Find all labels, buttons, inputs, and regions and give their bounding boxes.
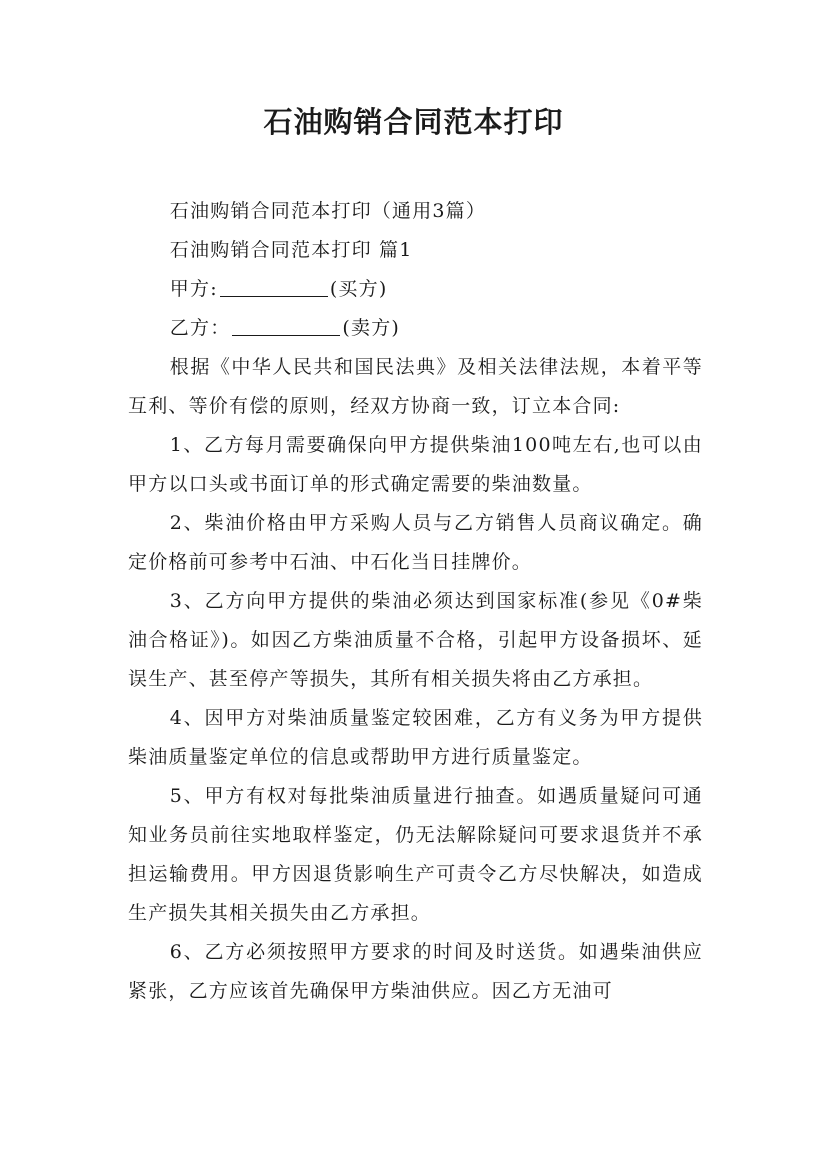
party-b-role: (卖方)	[342, 317, 401, 339]
party-b-line	[128, 309, 703, 348]
clause-1: 1、乙方每月需要确保向甲方提供柴油100吨左右,也可以由甲方以口头或书面订单的形式确定需要的柴油数量。	[128, 434, 703, 495]
document-subtitle: 石油购销合同范本打印（通用3篇）	[169, 200, 487, 222]
party-a-blank	[220, 274, 328, 297]
clause-6: 6、乙方必须按照甲方要求的时间及时送货。如遇柴油供应紧张，乙方应该首先确保甲方柴油供应。因乙方无油可	[128, 941, 703, 1002]
clause-2: 2、柴油价格由甲方采购人员与乙方销售人员商议确定。确定价格前可参考中石油、中石化当日挂牌价。	[128, 512, 703, 573]
section-heading: 石油购销合同范本打印 篇1	[169, 239, 413, 261]
party-a-line	[128, 270, 703, 309]
clause-5: 5、甲方有权对每批柴油质量进行抽查。如遇质量疑问可通知业务员前往实地取样鉴定，仍无法解除疑问可要求退货并不承担运输费用。甲方因退货影响生产可责令乙方尽快解决，如造成生产损失其相关损失由乙方承担。	[128, 785, 703, 924]
clause-3: 3、乙方向甲方提供的柴油必须达到国家标准(参见《0#柴油合格证》)。如因乙方柴油质量不合格，引起甲方设备损坏、延误生产、甚至停产等损失，其所有相关损失将由乙方承担。	[128, 590, 703, 690]
party-a-role: (买方)	[329, 278, 388, 300]
intro-paragraph: 根据《中华人民共和国民法典》及相关法律法规，本着平等互利、等价有偿的原则，经双方协商一致，订立本合同:	[128, 356, 703, 417]
party-b-label: 乙方：	[169, 317, 231, 339]
party-a-label: 甲方:	[169, 278, 218, 300]
clause-4: 4、因甲方对柴油质量鉴定较困难，乙方有义务为甲方提供柴油质量鉴定单位的信息或帮助甲方进行质量鉴定。	[128, 707, 703, 768]
party-b-blank	[232, 313, 340, 336]
document-body	[128, 192, 703, 1011]
document-title: 石油购销合同范本打印	[263, 105, 564, 139]
